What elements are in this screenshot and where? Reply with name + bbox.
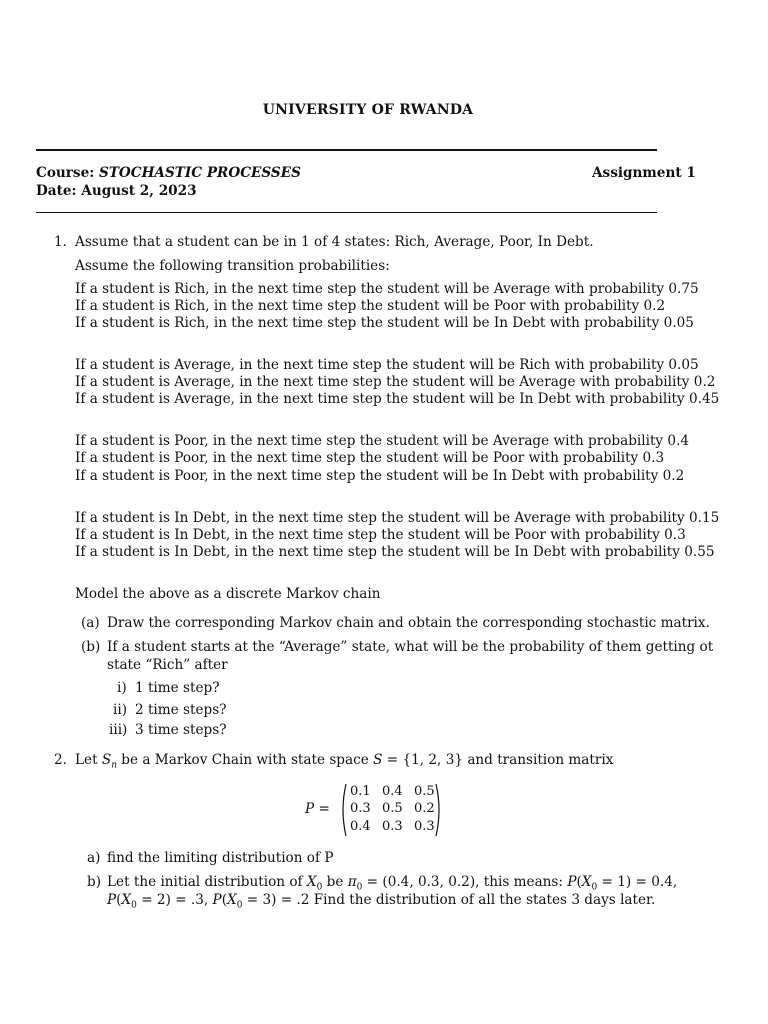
course-line xyxy=(36,165,301,181)
sub-iii-label: iii) xyxy=(109,722,128,738)
average-line-1: If a student is Average, in the next time step the student will be Rich with probability 0.05 xyxy=(75,357,699,373)
header-rule-bottom xyxy=(36,212,657,213)
average-line-2: If a student is Average, in the next time step the student will be Average with probability 0.2 xyxy=(75,374,716,390)
x0-symbol: $X_0$ xyxy=(306,874,323,893)
transition-matrix xyxy=(345,783,443,837)
poor-line-1: If a student is Poor, in the next time step the student will be Average with probability 0.4 xyxy=(75,433,690,449)
question-2-number: 2. xyxy=(54,752,67,768)
b1a: Let the initial distribution of xyxy=(107,874,307,890)
left-paren-icon xyxy=(340,783,347,837)
question-1-number: 1. xyxy=(54,234,67,250)
q2-part-a-label: a) xyxy=(87,850,101,866)
q2-part-b-label: b) xyxy=(87,874,102,890)
b2d: = 3) = .2 Find the distribution of all the states 3 days later. xyxy=(242,892,656,908)
indebt-line-3: If a student is In Debt, in the next time step the student will be In Debt with probability 0.55 xyxy=(75,544,715,560)
assignment-label: Assignment 1 xyxy=(592,165,696,181)
part-b-label: (b) xyxy=(81,639,101,655)
sub-i-text: 1 time step? xyxy=(135,680,220,696)
sub-ii-label: ii) xyxy=(113,702,127,718)
matrix-cell: 0.1 xyxy=(350,784,371,799)
part-b-text-2: state “Rich” after xyxy=(107,657,228,673)
b2b: = 2) = .3, xyxy=(136,892,213,908)
question-1-intro: Assume that a student can be in 1 of 4 states: Rich, Average, Poor, In Debt. xyxy=(75,234,594,250)
model-instruction: Model the above as a discrete Markov chain xyxy=(75,586,381,602)
matrix-cell: 0.3 xyxy=(350,801,371,816)
part-a-text: Draw the corresponding Markov chain and obtain the corresponding stochastic matrix. xyxy=(107,615,710,631)
date-value: August 2, 2023 xyxy=(81,183,197,199)
course-name: STOCHASTIC PROCESSES xyxy=(99,165,301,181)
rich-line-2: If a student is Rich, in the next time step the student will be Poor with probability 0.2 xyxy=(75,298,666,314)
poor-line-3: If a student is Poor, in the next time step the student will be In Debt with probability 0.2 xyxy=(75,468,685,484)
b1e: = 1) = 0.4, xyxy=(597,874,678,890)
q2-part-a-text: find the limiting distribution of P xyxy=(107,850,334,866)
q2-part-b-line-1 xyxy=(107,874,677,893)
matrix-cell: 0.5 xyxy=(382,801,403,816)
indebt-line-2: If a student is In Debt, in the next time step the student will be Poor with probability 0.3 xyxy=(75,527,686,543)
sn-symbol: $S_n$ xyxy=(101,752,117,771)
matrix-cell: 0.5 xyxy=(414,784,435,799)
b2c: ( xyxy=(221,892,227,908)
question-1-assume: Assume the following transition probabilities: xyxy=(75,258,390,274)
matrix-cell: 0.3 xyxy=(414,819,435,834)
matrix-cell: 0.3 xyxy=(382,819,403,834)
part-b-text-1: If a student starts at the “Average” state, what will be the probability of them getting ot xyxy=(107,639,714,655)
matrix-label: P = xyxy=(305,801,330,817)
rich-line-1: If a student is Rich, in the next time step the student will be Average with probability 0.75 xyxy=(75,281,699,297)
course-label: Course: xyxy=(36,165,95,181)
q2-intro-b: be a Markov Chain with state space xyxy=(116,752,374,768)
sub-iii-text: 3 time steps? xyxy=(135,722,227,738)
part-a-label: (a) xyxy=(81,615,100,631)
date-label: Date: xyxy=(36,183,77,199)
question-2-intro: Let $S_n$ be a Markov Chain with state space S = {1, 2, 3} and transition matrix xyxy=(75,752,614,771)
pi0-symbol: $\pi_0$ xyxy=(347,874,363,893)
b1d: ( xyxy=(576,874,582,890)
q2-intro-c: and transition matrix xyxy=(463,752,614,768)
date-line xyxy=(36,183,197,199)
s-symbol: S xyxy=(373,752,383,768)
sub-i-label: i) xyxy=(117,680,127,696)
p-symbol: P xyxy=(212,892,222,908)
state-space: {1, 2, 3} xyxy=(402,752,463,768)
average-line-3: If a student is Average, in the next time step the student will be In Debt with probability 0.45 xyxy=(75,391,720,407)
b1b: be xyxy=(322,874,348,890)
poor-line-2: If a student is Poor, in the next time step the student will be Poor with probability 0.3 xyxy=(75,450,665,466)
indebt-line-1: If a student is In Debt, in the next time step the student will be Average with probability 0.15 xyxy=(75,510,720,526)
university-title: UNIVERSITY OF RWANDA xyxy=(262,102,474,118)
q2-part-b-line-2 xyxy=(107,892,655,911)
matrix-cell: 0.2 xyxy=(414,801,435,816)
header-rule-top xyxy=(36,149,657,151)
right-paren-icon xyxy=(435,783,442,837)
matrix-cell: 0.4 xyxy=(382,784,403,799)
x0-symbol: $X_0$ xyxy=(581,874,598,893)
p-symbol: P xyxy=(107,892,117,908)
x0-symbol: $X_0$ xyxy=(227,892,243,911)
sub-ii-text: 2 time steps? xyxy=(135,702,227,718)
x0-symbol: $X_0$ xyxy=(121,892,137,911)
q2-intro-a: Let xyxy=(75,752,102,768)
rich-line-3: If a student is Rich, in the next time step the student will be In Debt with probability 0.05 xyxy=(75,315,694,331)
p-symbol: P xyxy=(567,874,577,890)
matrix-cell: 0.4 xyxy=(350,819,371,834)
b1c: = (0.4, 0.3, 0.2), this means: xyxy=(362,874,568,890)
b2a: ( xyxy=(116,892,122,908)
